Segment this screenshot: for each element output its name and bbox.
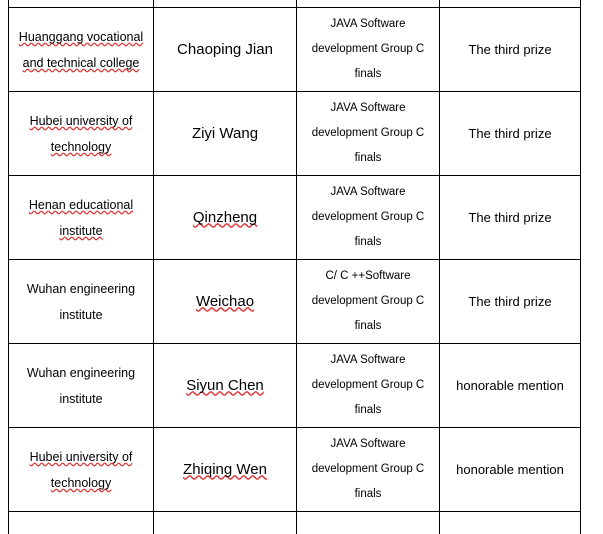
cell-school: Wuhan engineering institute [9, 344, 154, 428]
table-body [9, 0, 581, 534]
cell-prize: honorable mention [440, 428, 581, 512]
cell-event: JAVA Software development Group C finals [297, 176, 440, 260]
table-row [9, 92, 581, 176]
cell-name: Chaoping Jian [154, 8, 297, 92]
cell-prize [440, 512, 581, 534]
cell-event: JAVA Software development Group C finals [297, 344, 440, 428]
cell-prize: The third prize [440, 92, 581, 176]
cell-school: Hubei university of technology [9, 92, 154, 176]
cell-name [154, 512, 297, 534]
cell-prize: The third prize [440, 176, 581, 260]
cell-school: Henan educational institute [9, 176, 154, 260]
cell-event: JAVA Software development Group C finals [297, 428, 440, 512]
cell-event: JAVA Software development Group C finals [297, 92, 440, 176]
cell-event: JAVA Software development Group C finals [297, 8, 440, 92]
cell-prize [440, 0, 581, 8]
cell-name: Siyun Chen [154, 344, 297, 428]
table-row [9, 512, 581, 534]
table-row [9, 176, 581, 260]
cell-name: Qinzheng [154, 176, 297, 260]
cell-name [154, 0, 297, 8]
cell-event: C/ C ++Software development Group C finals [297, 260, 440, 344]
cell-school [9, 0, 154, 8]
cell-event [297, 512, 440, 534]
table-row [9, 260, 581, 344]
cell-school: Wuhan engineering institute [9, 260, 154, 344]
cell-name: Zhiqing Wen [154, 428, 297, 512]
cell-name: Weichao [154, 260, 297, 344]
cell-prize: honorable mention [440, 344, 581, 428]
cell-prize: The third prize [440, 260, 581, 344]
cell-name: Ziyi Wang [154, 92, 297, 176]
table-row [9, 344, 581, 428]
cell-school [9, 512, 154, 534]
table-row [9, 428, 581, 512]
award-winners-table [8, 0, 581, 534]
table-row [9, 8, 581, 92]
cell-event [297, 0, 440, 8]
cell-school: Hubei university of technology [9, 428, 154, 512]
cell-school: Huanggang vocational and technical college [9, 8, 154, 92]
table-row [9, 0, 581, 8]
cell-prize: The third prize [440, 8, 581, 92]
